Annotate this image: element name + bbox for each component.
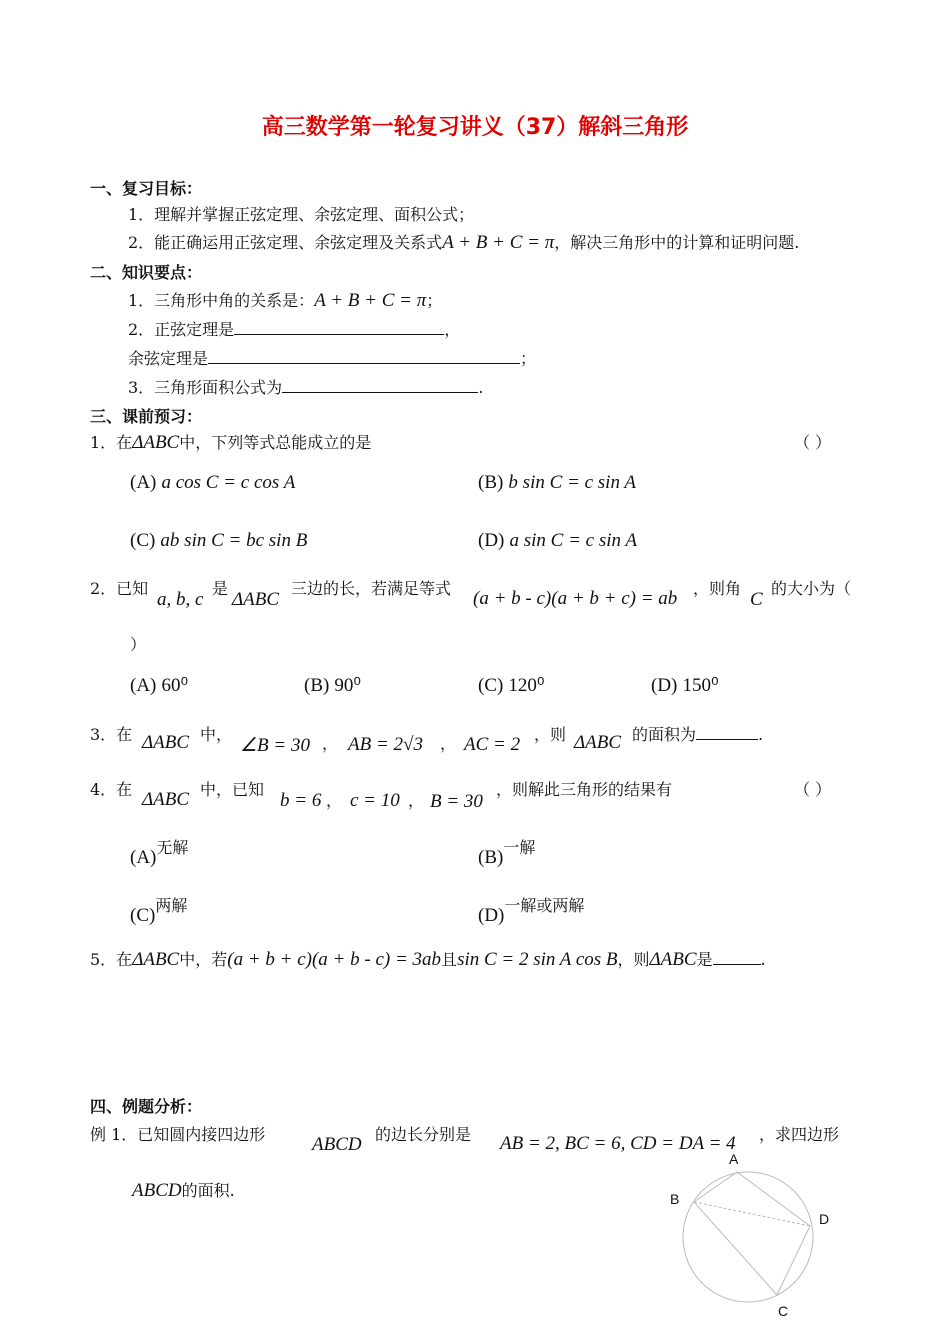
question-5-text: ，则 xyxy=(617,950,650,969)
circumcircle xyxy=(683,1172,813,1302)
question-2-text: ） xyxy=(130,635,147,654)
goal-item-1: 1．理解并掌握正弦定理、余弦定理、面积公式； xyxy=(128,205,475,224)
option-value: 60⁰ xyxy=(161,675,189,696)
answer-blank[interactable] xyxy=(208,347,520,364)
question-5-text: 且 xyxy=(441,950,458,969)
option-formula: ab sin C = bc sin B xyxy=(160,530,308,551)
side-b-value: b = 6 xyxy=(280,790,322,811)
key-point-1-text: 1．三角形中角的关系是： xyxy=(128,291,315,310)
question-2-text: 的大小为（ xyxy=(771,579,852,598)
vertex-label-d: D xyxy=(819,1211,830,1227)
key-point-2 xyxy=(128,317,460,340)
option-c[interactable] xyxy=(130,530,307,552)
key-point-2-cosine xyxy=(128,346,536,369)
option-value: 120⁰ xyxy=(508,675,545,696)
option-label: (B) xyxy=(304,675,330,696)
example-1-text: ，求四边形 xyxy=(759,1125,840,1144)
question-3-text: ， xyxy=(440,734,457,753)
option-label: (C) xyxy=(478,675,504,696)
question-4-text: ， xyxy=(326,791,343,810)
goal-item-2-text-end: ，解决三角形中的计算和证明问题. xyxy=(554,233,800,252)
question-1-text-end: 中，下列等式总能成立的是 xyxy=(179,433,372,452)
option-b[interactable] xyxy=(304,674,361,697)
key-point-3-end: . xyxy=(478,378,484,397)
angle-b-value: B = 30 xyxy=(430,791,483,812)
question-5 xyxy=(90,947,766,971)
option-a[interactable] xyxy=(130,835,189,868)
option-a[interactable] xyxy=(130,472,295,494)
key-point-3 xyxy=(128,375,483,398)
triangle-abc: ΔABC xyxy=(649,949,697,970)
example-1-text-end: 的面积. xyxy=(181,1181,235,1200)
answer-blank[interactable] xyxy=(282,376,478,393)
quadrilateral-abcd: ABCD xyxy=(132,1180,182,1201)
example-1-text: 例 1．已知圆内接四边形 xyxy=(90,1125,266,1144)
cyclic-quadrilateral-figure xyxy=(660,1140,860,1320)
side-lengths: AB = 2, BC = 6, CD = DA = 4 xyxy=(500,1133,736,1154)
key-point-2-text: 2．正弦定理是 xyxy=(128,320,235,339)
option-d[interactable] xyxy=(651,674,719,697)
side-ab-value: AB = 2√3 xyxy=(348,734,423,755)
vertex-label-b: B xyxy=(670,1191,680,1207)
triangle-abc: ΔABC xyxy=(132,432,180,453)
question-5-text: 5．在 xyxy=(90,950,133,969)
option-b[interactable] xyxy=(478,835,536,868)
option-b[interactable] xyxy=(478,472,636,494)
option-value: 150⁰ xyxy=(682,675,719,696)
key-point-3-text: 3．三角形面积公式为 xyxy=(128,378,283,397)
cosine-law-end: ； xyxy=(520,349,537,368)
quadrilateral-outline xyxy=(694,1172,810,1295)
page-title: 高三数学第一轮复习讲义（37）解斜三角形 xyxy=(261,115,689,140)
key-point-1 xyxy=(128,288,442,312)
option-formula: a cos C = c cos A xyxy=(161,472,296,493)
key-point-1-end: ； xyxy=(426,291,443,310)
question-2-text: 2．已知 xyxy=(90,579,149,598)
section-heading-key-points: 二、知识要点： xyxy=(90,263,203,282)
triangle-abc: ΔABC xyxy=(142,789,190,810)
answer-blank[interactable] xyxy=(696,723,758,740)
question-1 xyxy=(90,430,371,454)
option-formula: a sin C = c sin A xyxy=(509,530,638,551)
cosine-law-text: 余弦定理是 xyxy=(128,349,209,368)
option-c[interactable] xyxy=(478,674,545,697)
question-4-text: ，则解此三角形的结果有 xyxy=(496,780,673,799)
option-value: 一解或两解 xyxy=(504,896,585,915)
option-label: (B) xyxy=(478,472,504,493)
example-1-line-2 xyxy=(132,1178,235,1202)
option-d[interactable] xyxy=(478,893,585,926)
answer-paren: （ ） xyxy=(794,780,832,799)
triangle-abc: ΔABC xyxy=(232,589,280,610)
option-formula: b sin C = c sin A xyxy=(508,472,636,493)
question-5-text: 是 xyxy=(696,950,713,969)
goal-item-2-text: 2．能正确运用正弦定理、余弦定理及关系式 xyxy=(128,233,443,252)
option-label: (A) xyxy=(130,847,157,868)
option-label: (C) xyxy=(130,905,156,926)
question-3-text xyxy=(632,722,763,745)
vertex-label-a: A xyxy=(729,1151,739,1167)
question-3-text: 3．在 xyxy=(90,725,133,744)
option-label: (A) xyxy=(130,472,157,493)
question-5-period: . xyxy=(760,950,766,969)
diagonal-bd xyxy=(694,1202,810,1226)
side-c-value: c = 10 xyxy=(350,790,400,811)
question-2-text: 是 xyxy=(212,579,229,598)
vertex-label-c: C xyxy=(778,1303,789,1319)
goal-item-2 xyxy=(128,230,799,254)
option-label: (D) xyxy=(651,675,678,696)
sides-abc: a, b, c xyxy=(157,589,204,610)
angle-sum-formula: A + B + C = π xyxy=(314,290,427,311)
question-3-text: ， xyxy=(322,734,339,753)
option-c[interactable] xyxy=(130,893,188,926)
question-3-text: ，则 xyxy=(534,725,567,744)
option-label: (B) xyxy=(478,847,504,868)
option-d[interactable] xyxy=(478,530,637,552)
section-heading-preview: 三、课前预习： xyxy=(90,407,203,426)
question-3-text-end: 的面积为 xyxy=(632,725,697,744)
section-heading-review-goals: 一、复习目标： xyxy=(90,179,203,198)
option-value: 90⁰ xyxy=(334,675,362,696)
option-value: 无解 xyxy=(156,838,189,857)
example-1-text: 的边长分别是 xyxy=(375,1125,472,1144)
option-value: 两解 xyxy=(155,896,188,915)
option-value: 一解 xyxy=(503,838,536,857)
question-5-text: 中，若 xyxy=(179,950,228,969)
triangle-abc: ΔABC xyxy=(574,732,622,753)
question-3-period: . xyxy=(758,725,764,744)
angle-b-value: ∠B = 30 xyxy=(240,735,310,756)
question-4-text: 中，已知 xyxy=(200,780,265,799)
angle-sum-formula: A + B + C = π xyxy=(442,232,555,253)
key-point-2-end: ， xyxy=(444,320,461,339)
quadrilateral-abcd: ABCD xyxy=(312,1134,362,1155)
triangle-abc: ΔABC xyxy=(142,732,190,753)
question-4-text: 4．在 xyxy=(90,780,133,799)
answer-paren: （ ） xyxy=(794,433,832,452)
question-4-text: ， xyxy=(408,791,425,810)
question-1-text: 1．在 xyxy=(90,433,133,452)
option-label: (A) xyxy=(130,675,157,696)
option-label: (C) xyxy=(130,530,156,551)
section-heading-examples: 四、例题分析： xyxy=(90,1097,203,1116)
answer-blank[interactable] xyxy=(234,318,444,335)
question-3-text: 中， xyxy=(200,725,233,744)
angle-c: C xyxy=(750,589,763,610)
side-ac-value: AC = 2 xyxy=(464,734,521,755)
question-2-text: 三边的长，若满足等式 xyxy=(291,579,452,598)
equation: (a + b - c)(a + b + c) = ab xyxy=(473,588,678,609)
triangle-abc: ΔABC xyxy=(132,949,180,970)
sine-relation: sin C = 2 sin A cos B xyxy=(457,949,618,970)
option-label: (D) xyxy=(478,530,505,551)
question-2-text: ，则角 xyxy=(693,579,742,598)
answer-blank[interactable] xyxy=(713,948,761,965)
option-a[interactable] xyxy=(130,674,188,697)
option-label: (D) xyxy=(478,905,505,926)
equation: (a + b + c)(a + b - c) = 3ab xyxy=(227,949,442,970)
